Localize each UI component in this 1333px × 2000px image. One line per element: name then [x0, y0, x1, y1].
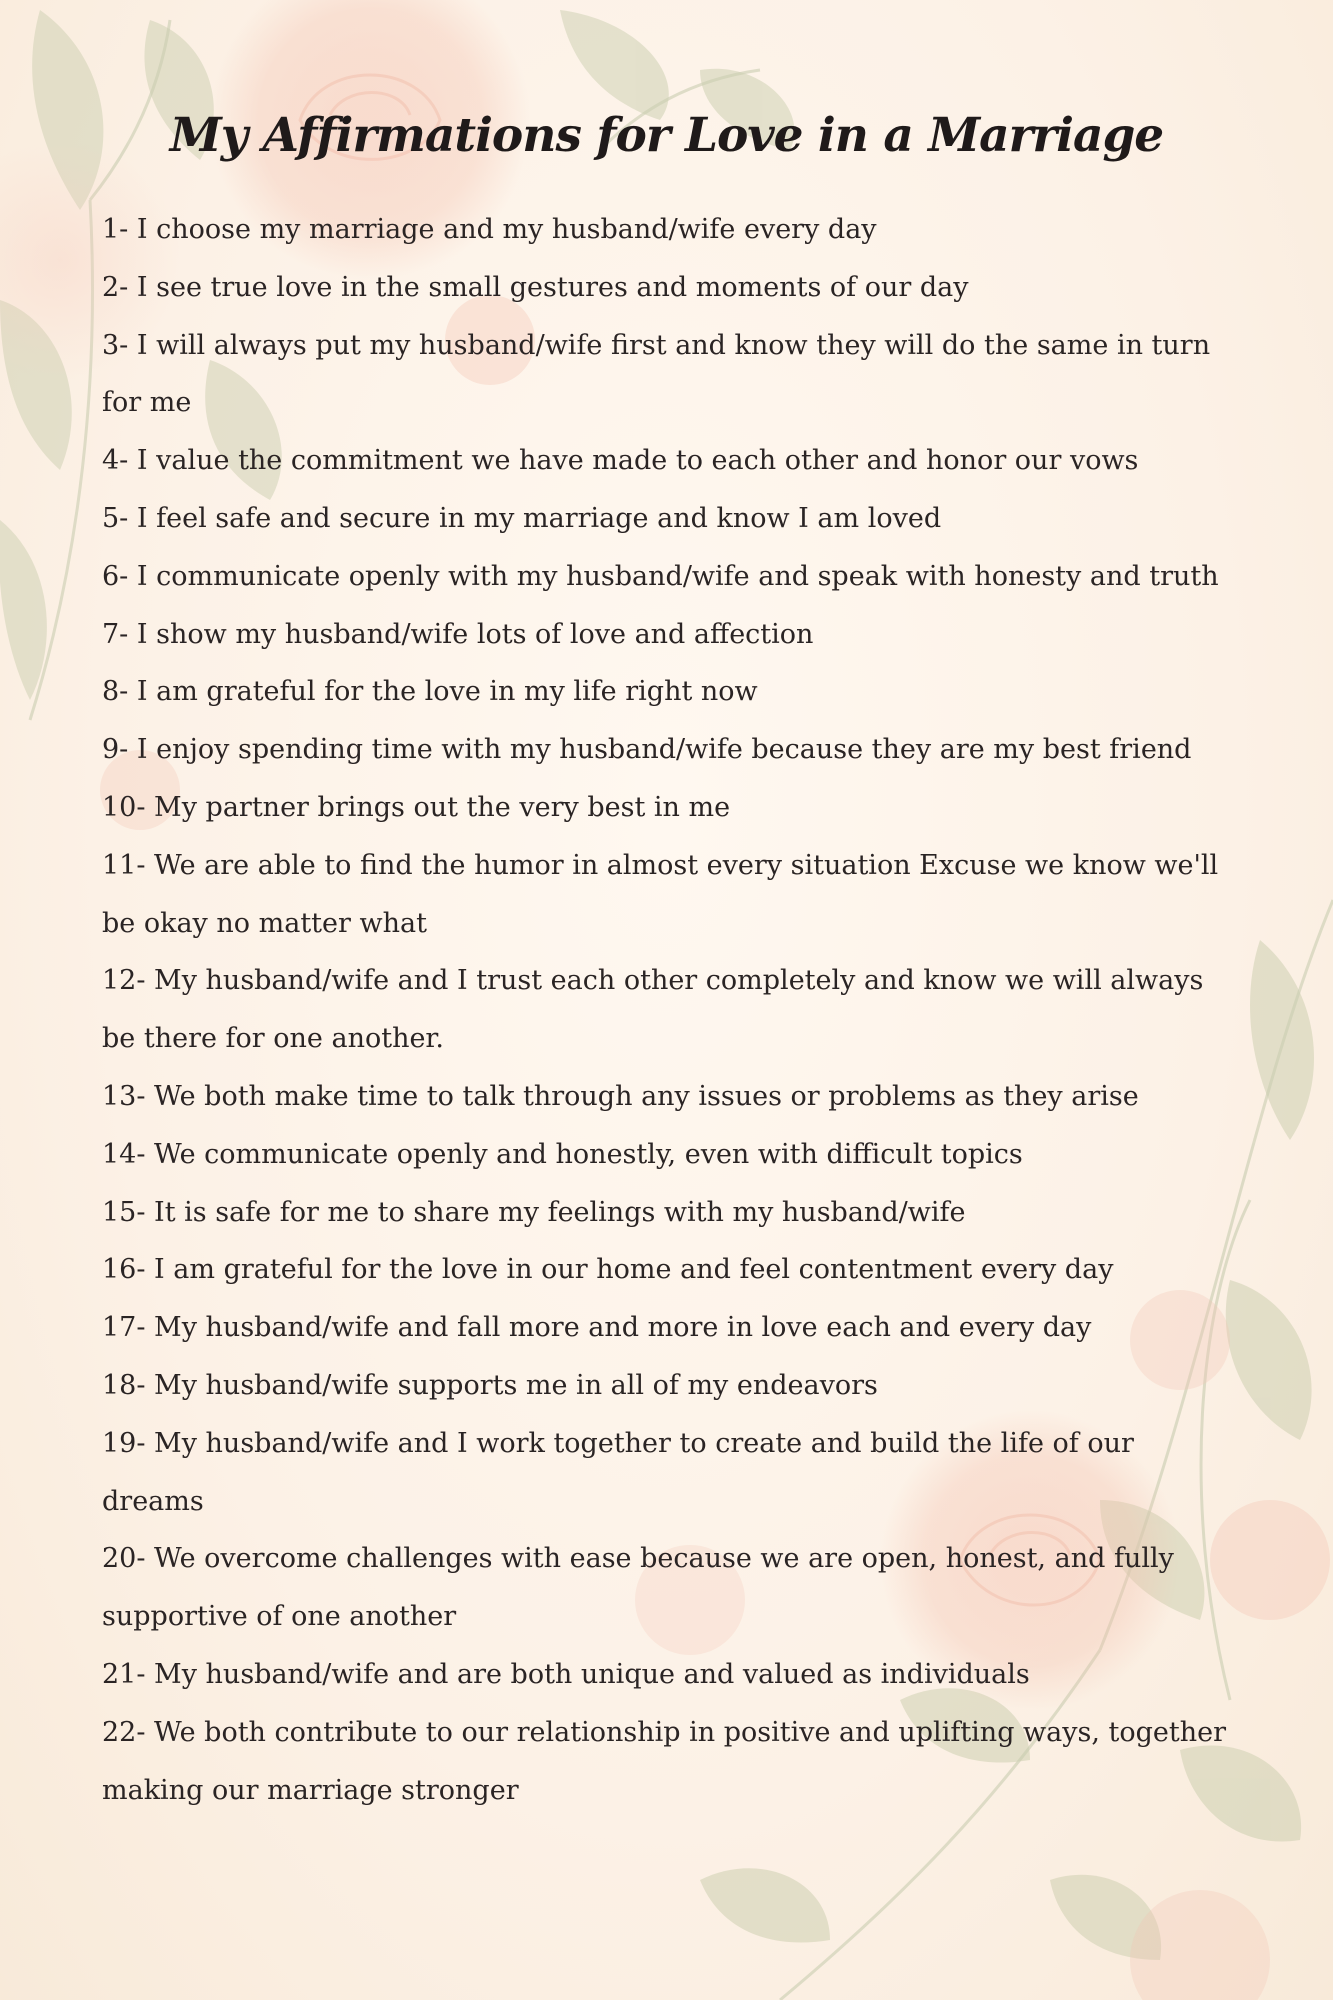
- list-item: 21- My husband/wife and are both unique and valued as individuals: [102, 1658, 1030, 1690]
- list-item: 12- My husband/wife and I trust each other completely and know we will always be there for one another.: [102, 965, 1204, 1055]
- list-item: 15- It is safe for me to share my feelings with my husband/wife: [102, 1196, 966, 1228]
- affirmations-list: [102, 201, 1242, 1819]
- list-item: 13- We both make time to talk through any issues or problems as they arise: [102, 1080, 1139, 1112]
- list-item: 8- I am grateful for the love in my life right now: [102, 676, 758, 708]
- list-item: 16- I am grateful for the love in our home and feel contentment every day: [102, 1254, 1114, 1286]
- list-item: 5- I feel safe and secure in my marriage and know I am loved: [102, 502, 942, 534]
- list-item: 3- I will always put my husband/wife first and know they will do the same in turn for me: [102, 329, 1211, 419]
- list-item: 18- My husband/wife supports me in all of my endeavors: [102, 1369, 878, 1401]
- list-item: 22- We both contribute to our relationship in positive and uplifting ways, together making our marriage stronger: [102, 1716, 1227, 1806]
- list-item: 14- We communicate openly and honestly, even with difficult topics: [102, 1138, 1023, 1170]
- list-item: 6- I communicate openly with my husband/wife and speak with honesty and truth: [102, 560, 1219, 592]
- list-item: 19- My husband/wife and I work together to create and build the life of our dreams: [102, 1427, 1134, 1517]
- list-item: 9- I enjoy spending time with my husband/wife because they are my best friend: [102, 734, 1192, 766]
- list-item: 1- I choose my marriage and my husband/wife every day: [102, 214, 877, 245]
- bottom-pink-blossom: [1130, 1890, 1270, 2000]
- list-item: 17- My husband/wife and fall more and more in love each and every day: [102, 1312, 1092, 1344]
- list-item: 4- I value the commitment we have made to each other and honor our vows: [102, 445, 1139, 477]
- list-item: 7- I show my husband/wife lots of love and affection: [102, 618, 814, 650]
- list-item: 10- My partner brings out the very best in me: [102, 791, 731, 823]
- page-title: My Affirmations for Love in a Marriage: [169, 108, 1164, 163]
- list-item: 20- We overcome challenges with ease because we are open, honest, and fully supportive of one another: [102, 1543, 1174, 1633]
- list-item: 2- I see true love in the small gestures and moments of our day: [102, 271, 969, 303]
- list-item: 11- We are able to find the humor in almost every situation Excuse we know we'll be okay no matter what: [102, 849, 1219, 939]
